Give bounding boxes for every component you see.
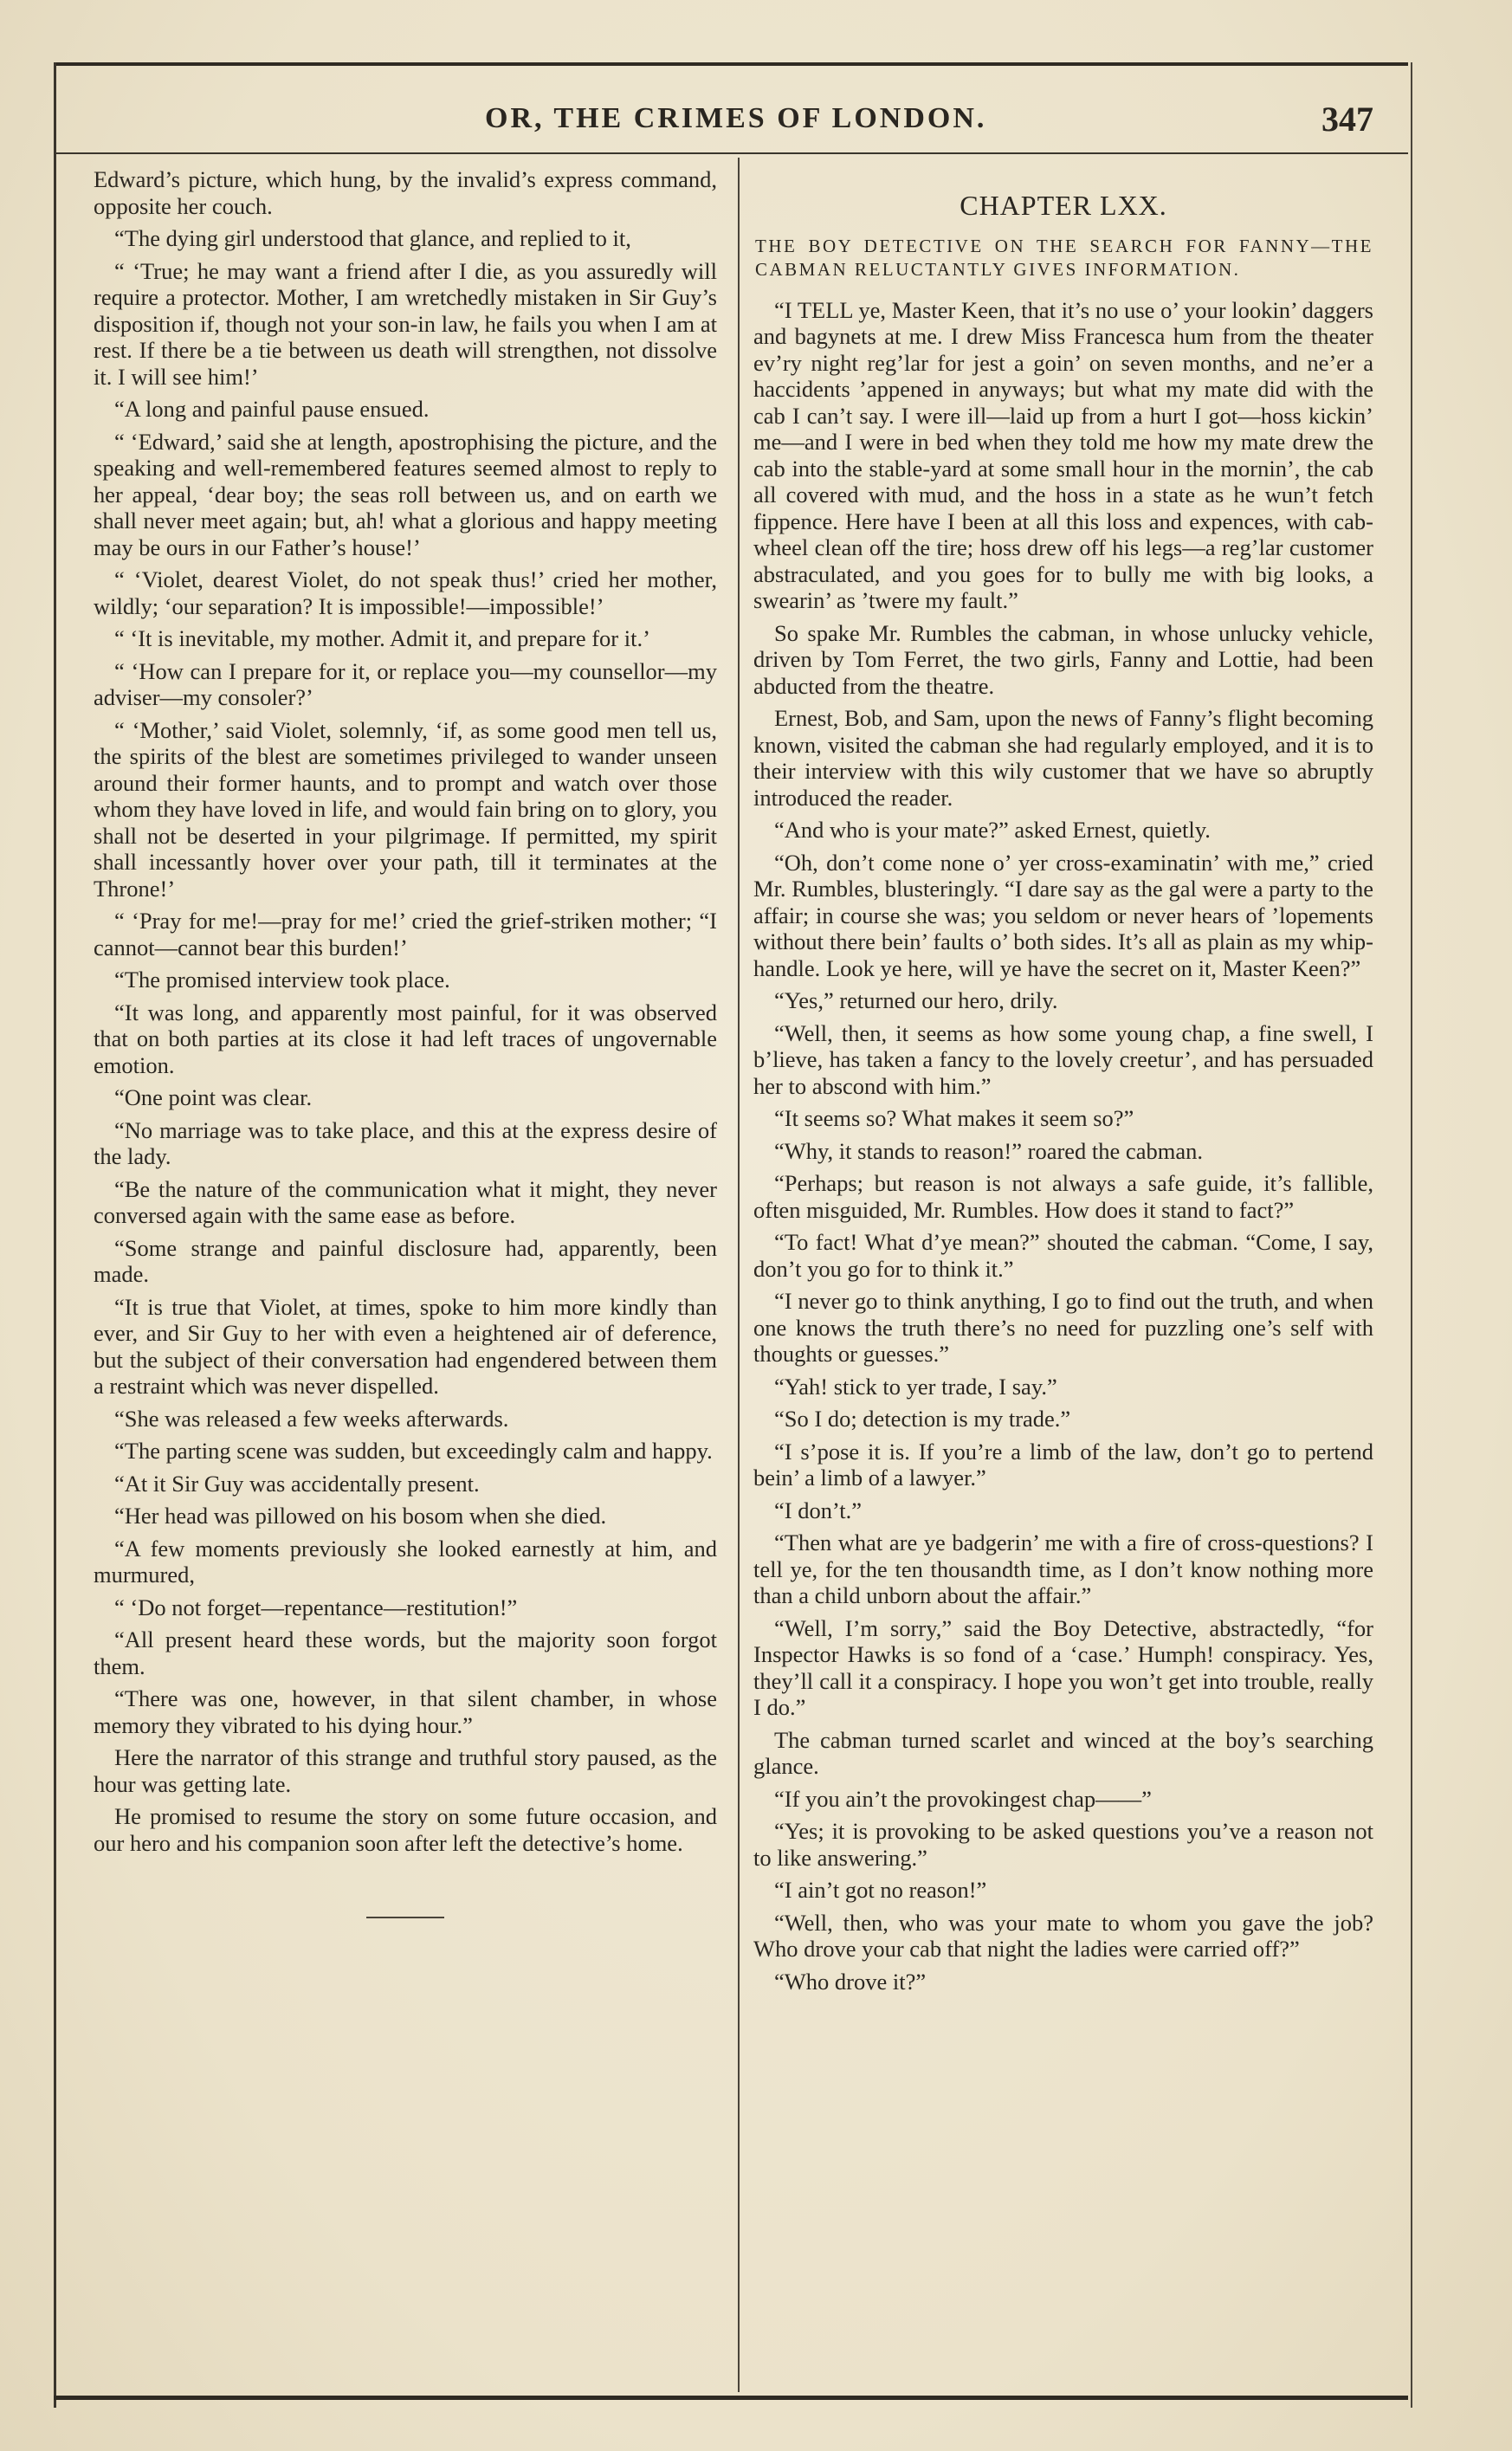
paragraph: “ ‘Do not forget—repentance—restitution!”	[114, 1594, 518, 1620]
paragraph: So spake Mr. Rumbles the cabman, in whose unlucky vehicle, driven by Tom Ferret, the two girls, Fanny and Lottie, had been abducted from the theatre.	[753, 619, 1373, 699]
paragraph: “ ‘Edward,’ said she at length, apostrophising the picture, and the speaking and well-remembered features seemed almost to reply to her appeal, ‘dear boy; the seas roll between us, and on earth we shall never meet again; but, ah! what a glorious and happy meeting may be ours in our Father’s house!’	[94, 428, 717, 560]
chapter-title: CHAPTER LXX.	[960, 190, 1167, 221]
paragraph: “And who is your mate?” asked Ernest, quietly.	[774, 817, 1211, 843]
paragraph: “One point was clear.	[114, 1084, 313, 1110]
header-rule	[54, 152, 1408, 154]
paragraph: “I don’t.”	[774, 1497, 863, 1523]
paragraph: “ ‘Pray for me!—pray for me!’ cried the grief-striken mother; “I cannot—cannot bear this burden!’	[94, 908, 717, 960]
paragraph: “Some strange and painful disclosure had, apparently, been made.	[94, 1234, 717, 1287]
right-column	[753, 166, 1373, 2001]
paragraph: “I TELL ye, Master Keen, that it’s no use o’ your lookin’ daggers and bagynets at me. I drew Miss Francesca hum from the theater ev’ry night reg’lar for jest a goin’ on seven months, and ne’er a haccidents ’appened in anyways; but what my mate did with the cab I can’t say. I were ill—laid up from a hurt I got—hoss kickin’ me—and I were in bed when they told me how my mate drew the cab into the stable-yard at some small hour in the mornin’, the cab all covered with mud, and the hoss in a state as he wun’t fetch fippence. Here have I been at all this loss and expences, with cab-wheel clean off the tire; hoss drew off his legs—a reg’lar customer abstraculated, and you goes for to bully me with big looks, a swearin’ as ’twere my fault.”	[753, 296, 1373, 613]
paragraph: “Yes; it is provoking to be asked questions you’ve a reason not to like answering.”	[753, 1818, 1373, 1871]
paragraph: “I ain’t got no reason!”	[774, 1877, 987, 1903]
paragraph: “Why, it stands to reason!” roared the cabman.	[774, 1137, 1203, 1164]
paragraph: “To fact! What d’ye mean?” shouted the cabman. “Come, I say, don’t you go for to think it.”	[753, 1229, 1373, 1282]
paragraph: “Yes,” returned our hero, drily.	[774, 987, 1058, 1013]
page-number: 347	[1321, 100, 1373, 139]
right-column-body	[753, 297, 1373, 1995]
paragraph: “Yah! stick to yer trade, I say.”	[774, 1373, 1057, 1400]
paragraph: “The parting scene was sudden, but exceedingly calm and happy.	[114, 1438, 713, 1464]
paragraph: “ ‘Mother,’ said Violet, solemnly, ‘if, as some good men tell us, the spirits of the blest are sometimes privileged to wander unseen around their former haunts, and to prompt and watch over those whom they have loved in life, and would fain bring on to glory, you shall not be deserted in your pilgrimage. If permitted, my spirit shall incessantly hover over your path, till it terminates at the Throne!’	[94, 716, 717, 902]
paragraph: Here the narrator of this strange and truthful story paused, as the hour was getting late.	[94, 1744, 717, 1797]
paragraph: “It is true that Violet, at times, spoke to him more kindly than ever, and Sir Guy to her with even a heightened air of deference, but the subject of their conversation had engendered between them a restraint which was never dispelled.	[94, 1293, 717, 1399]
paragraph: The cabman turned scarlet and winced at the boy’s searching glance.	[753, 1726, 1373, 1779]
paragraph: “There was one, however, in that silent chamber, in whose memory they vibrated to his dying hour.”	[94, 1685, 717, 1738]
paragraph: “Well, then, who was your mate to whom you gave the job? Who drove your cab that night the ladies were carried off?”	[753, 1909, 1373, 1962]
bottom-rule	[54, 2396, 1408, 2400]
paragraph: “She was released a few weeks afterwards.	[114, 1405, 509, 1432]
paragraph: “I never go to think anything, I go to find out the truth, and when one knows the truth there’s no need for puzzling one’s self with thoughts or guesses.”	[753, 1288, 1373, 1367]
paragraph: “It was long, and apparently most painful, for it was observed that on both parties at its close it had left traces of ungovernable emotion.	[94, 999, 717, 1078]
paragraph: “Who drove it?”	[774, 1968, 927, 1995]
paragraph: “Well, then, it seems as how some young chap, a fine swell, I b’lieve, has taken a fancy to the lovely creetur’, and has persuaded her to abscond with him.”	[753, 1019, 1373, 1099]
paragraph: He promised to resume the story on some future occasion, and our hero and his companion soon after left the detective’s home.	[94, 1803, 717, 1856]
paragraph: “Her head was pillowed on his bosom when she died.	[114, 1503, 607, 1529]
paragraph: “At it Sir Guy was accidentally present.	[114, 1470, 480, 1497]
column-divider	[738, 158, 740, 2392]
paragraph: Edward’s picture, which hung, by the invalid’s express command, opposite her couch.	[94, 166, 717, 219]
paragraph: “It seems so? What makes it seem so?”	[774, 1105, 1134, 1131]
paragraph: “I s’pose it is. If you’re a limb of the law, don’t go to pertend bein’ a limb of a lawyer.”	[753, 1438, 1373, 1491]
paragraph: “Oh, don’t come none o’ yer cross-examinatin’ with me,” cried Mr. Rumbles, blusteringly. “I dare say as the gal were a party to the affair; in course she was; you seldom or never hears of ’lopements without there bein’ faults o’ both sides. It’s all as plain as my whip-handle. Look ye here, will ye have the secret on it, Master Keen?”	[753, 849, 1373, 981]
paragraph: “Be the nature of the communication what it might, they never conversed again with the same ease as before.	[94, 1175, 717, 1228]
paragraph: Ernest, Bob, and Sam, upon the news of Fanny’s flight becoming known, visited the cabman she had regularly employed, and it is to their interview with this wily customer that we have so abruptly introduced the reader.	[753, 705, 1373, 811]
paragraph: “If you ain’t the provokingest chap——”	[774, 1785, 1152, 1812]
paragraph: “ ‘How can I prepare for it, or replace you—my counsellor—my adviser—my consoler?’	[94, 657, 717, 710]
paragraph: “ ‘True; he may want a friend after I die, as you assuredly will require a protector. Mother, I am wretchedly mistaken in Sir Guy’s disposition if, though not your son-in law, he fails you when I am at rest. If there be a tie between us death will strengthen, not dissolve it. I will see him!’	[94, 257, 717, 390]
paragraph: “Well, I’m sorry,” said the Boy Detective, abstractedly, “for Inspector Hawks is so fond of a ‘case.’ Humph! conspiracy. Yes, they’ll call it a conspiracy. I hope you won’t get into trouble, really I do.”	[753, 1614, 1373, 1720]
paragraph: “ ‘It is inevitable, my mother. Admit it, and prepare for it.’	[114, 625, 650, 651]
section-end-rule	[366, 1917, 444, 1918]
running-title: OR, THE CRIMES OF LONDON.	[485, 102, 987, 134]
paragraph: “So I do; detection is my trade.”	[774, 1406, 1071, 1432]
paragraph: “Perhaps; but reason is not always a safe guide, it’s fallible, often misguided, Mr. Rumbles. How does it stand to fact?”	[753, 1170, 1373, 1223]
left-column	[94, 166, 717, 1918]
paragraph: “No marriage was to take place, and this at the express desire of the lady.	[94, 1116, 717, 1169]
chapter-subtitle: THE BOY DETECTIVE ON THE SEARCH FOR FANNY—THE CABMAN RELUCTANTLY GIVES INFORMATION.	[755, 235, 1373, 280]
paragraph: “The dying girl understood that glance, and replied to it,	[114, 225, 631, 251]
paragraph: “A few moments previously she looked earnestly at him, and murmured,	[94, 1535, 717, 1588]
paragraph: “The promised interview took place.	[114, 967, 450, 993]
paragraph: “Then what are ye badgerin’ me with a fire of cross-questions? I tell ye, for the ten thousandth time, as I don’t know nothing more than a child unborn about the affair.”	[753, 1529, 1373, 1608]
paragraph: “A long and painful pause ensued.	[114, 396, 430, 422]
paragraph: “All present heard these words, but the majority soon forgot them.	[94, 1626, 717, 1679]
paragraph: “ ‘Violet, dearest Violet, do not speak thus!’ cried her mother, wildly; ‘our separation? It is impossible!—impossible!’	[94, 566, 717, 619]
